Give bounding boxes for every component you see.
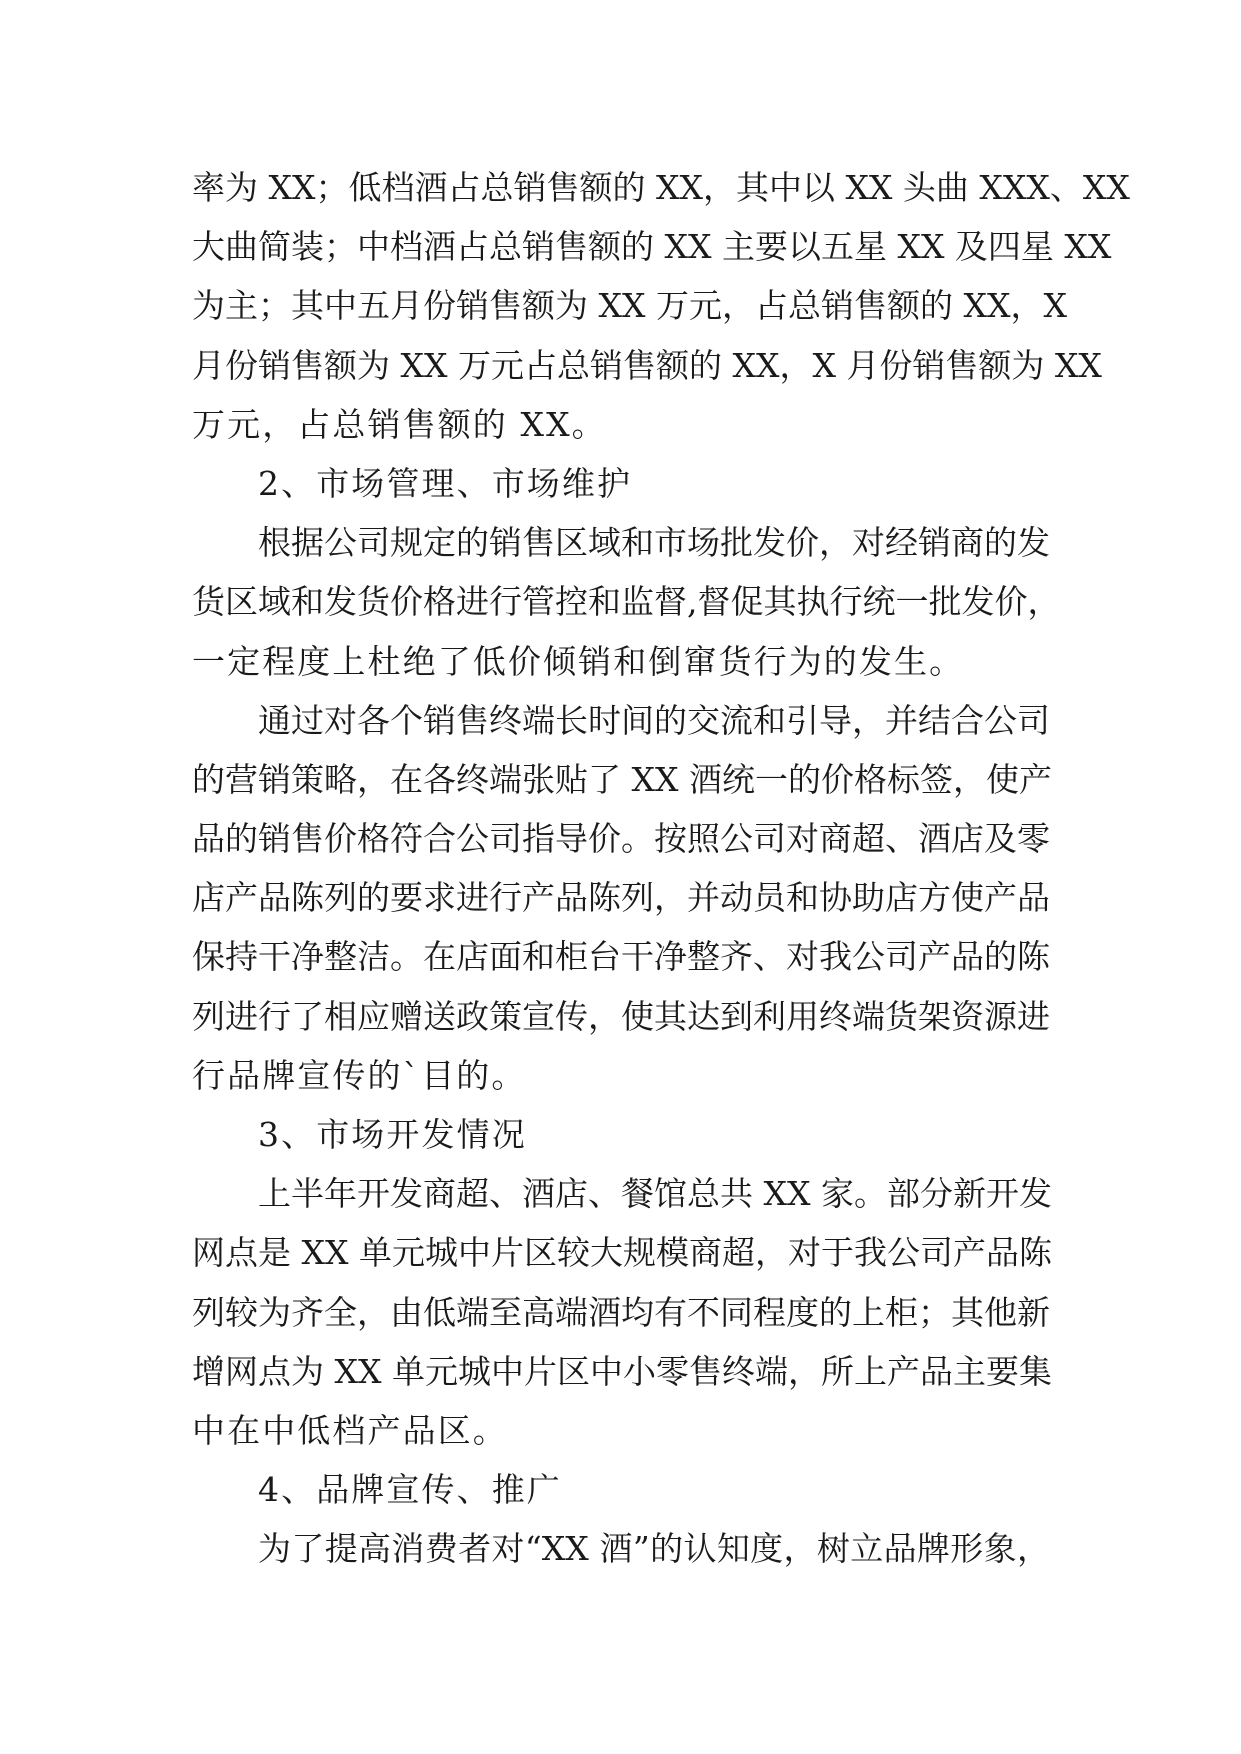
- text-line: 通过对各个销售终端长时间的交流和引导，并结合公司: [258, 700, 1050, 740]
- text-line: 3、市场开发情况: [258, 1115, 527, 1154]
- text-line: 保持干净整洁。在店面和柜台干净整齐、对我公司产品的陈: [192, 937, 1050, 977]
- text-line: 上半年开发商超、酒店、餐馆总共 XX 家。部分新开发: [258, 1174, 1052, 1214]
- text-line: 的营销策略，在各终端张贴了 XX 酒统一的价格标签，使产: [192, 759, 1052, 799]
- text-line: 率为 XX；低档酒占总销售额的 XX，其中以 XX 头曲 XXX、XX: [192, 168, 1130, 207]
- text-line: 店产品陈列的要求进行产品陈列，并动员和协助店方使产品: [192, 878, 1050, 918]
- text-line: 根据公司规定的销售区域和市场批发价，对经销商的发: [258, 523, 1050, 563]
- text-line: 货区域和发货价格进行管控和监督,督促其执行统一批发价，: [192, 582, 1061, 622]
- text-line: 网点是 XX 单元城中片区较大规模商超，对于我公司产品陈: [192, 1233, 1052, 1273]
- text-line: 一定程度上杜绝了低价倾销和倒窜货行为的发生。: [192, 641, 965, 681]
- text-line: 增网点为 XX 单元城中片区中小零售终端，所上产品主要集: [192, 1351, 1052, 1391]
- text-line: 4、品牌宣传、推广: [258, 1470, 562, 1510]
- text-line: 行品牌宣传的`目的。: [192, 1055, 527, 1095]
- text-line: 为主；其中五月份销售额为 XX 万元，占总销售额的 XX，X: [192, 286, 1067, 326]
- text-line: 2、市场管理、市场维护: [258, 463, 633, 503]
- text-line: 万元，占总销售额的 XX。: [192, 404, 607, 444]
- text-line: 中在中低档产品区。: [192, 1410, 508, 1450]
- text-line: 列进行了相应赠送政策宣传，使其达到利用终端货架资源进: [192, 996, 1050, 1036]
- text-line: 品的销售价格符合公司指导价。按照公司对商超、酒店及零: [192, 819, 1050, 859]
- text-line: 月份销售额为 XX 万元占总销售额的 XX，X 月份销售额为 XX: [192, 345, 1102, 385]
- document-body: [192, 158, 1130, 1579]
- text-line: 为了提高消费者对“XX 酒”的认知度，树立品牌形象，: [258, 1529, 1050, 1569]
- text-line: 大曲简装；中档酒占总销售额的 XX 主要以五星 XX 及四星 XX: [192, 227, 1112, 267]
- text-line: 列较为齐全，由低端至高端酒均有不同程度的上柜；其他新: [192, 1292, 1050, 1332]
